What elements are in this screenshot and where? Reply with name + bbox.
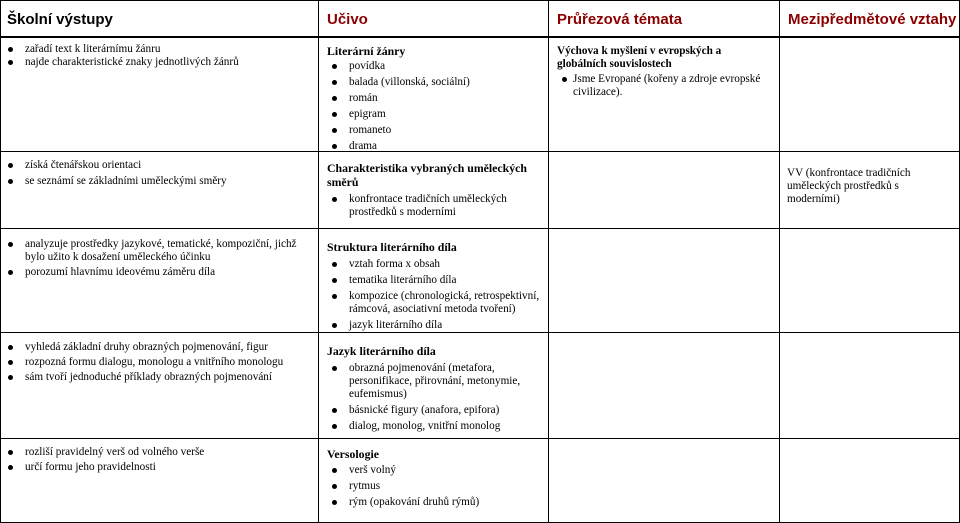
content-item: tematika literárního díla [327, 274, 542, 287]
output-item: zařadí text k literárnímu žánru [3, 43, 308, 56]
content-title: Charakteristika vybraných uměleckých směrů [327, 161, 527, 189]
column-divider [0, 0, 1, 523]
content-item: konfrontace tradičních uměleckých prostředků s moderními [327, 193, 532, 219]
content-item: rytmus [327, 480, 542, 493]
content-item: epigram [327, 108, 542, 121]
row-3-outputs [3, 238, 308, 279]
content-item: povídka [327, 60, 542, 73]
content-item: jazyk literárního díla [327, 319, 542, 332]
content-title: Struktura literárního díla [327, 240, 457, 254]
content-item: verš volný [327, 464, 542, 477]
output-item: vyhledá základní druhy obrazných pojmenování, figur [3, 341, 308, 354]
content-item: drama [327, 140, 542, 153]
output-item: rozliší pravidelný verš od volného verše [3, 446, 308, 459]
theme-item: Jsme Evropané (kořeny a zdroje evropské civilizace). [557, 73, 772, 99]
row-1-outputs [3, 43, 308, 69]
content-title: Literární žánry [327, 44, 406, 58]
row-4-content [327, 344, 532, 433]
theme-title: globálních souvislostech [557, 58, 672, 70]
content-item: romaneto [327, 124, 542, 137]
row-2-relations [787, 167, 937, 206]
output-item: sám tvoří jednoduché příklady obrazných pojmenování [3, 371, 308, 384]
output-item: se seznámí se základními uměleckými směry [3, 175, 308, 188]
content-item: dialog, monolog, vnitřní monolog [327, 420, 532, 433]
row-2-outputs [3, 159, 308, 188]
header-divider [0, 36, 960, 38]
row-2-content [327, 161, 532, 219]
row-5-content [327, 447, 542, 509]
row-1-themes [557, 45, 772, 99]
column-divider [779, 0, 780, 523]
content-title: Jazyk literárního díla [327, 344, 436, 358]
row-divider [0, 228, 960, 229]
content-item: kompozice (chronologická, retrospektivní, rámcová, asociativní metoda tvoření) [327, 290, 542, 316]
header-interdisciplinary-relations: Mezipředmětové vztahy [788, 11, 957, 28]
header-subject-matter: Učivo [327, 11, 368, 28]
content-item: obrazná pojmenování (metafora, personifikace, přirovnání, metonymie, eufemismus) [327, 362, 532, 401]
theme-title: Výchova k myšlení v evropských a [557, 45, 722, 57]
relation-text: VV (konfrontace tradičních uměleckých prostředků s moderními) [787, 167, 911, 205]
output-item: získá čtenářskou orientaci [3, 159, 308, 172]
column-divider [318, 0, 319, 523]
row-1-content [327, 44, 542, 153]
header-school-outputs: Školní výstupy [7, 11, 113, 28]
row-3-content [327, 240, 542, 332]
column-divider [548, 0, 549, 523]
row-divider [0, 438, 960, 439]
output-item: porozumí hlavnímu ideovému záměru díla [3, 266, 308, 279]
content-item: román [327, 92, 542, 105]
row-5-outputs [3, 446, 308, 474]
row-divider [0, 332, 960, 333]
content-title: Versologie [327, 447, 379, 461]
row-4-outputs [3, 341, 308, 384]
output-item: analyzuje prostředky jazykové, tematické, kompoziční, jichž bylo užito k dosažení uměleckého účinku [3, 238, 308, 264]
content-item: vztah forma x obsah [327, 258, 542, 271]
output-item: určí formu jeho pravidelnosti [3, 461, 308, 474]
content-item: balada (villonská, sociální) [327, 76, 542, 89]
header-cross-curricular-themes: Průřezová témata [557, 11, 683, 28]
row-divider [0, 0, 960, 1]
output-item: rozpozná formu dialogu, monologu a vnitřního monologu [3, 356, 308, 369]
output-item: najde charakteristické znaky jednotlivých žánrů [3, 56, 308, 69]
content-item: básnické figury (anafora, epifora) [327, 404, 532, 417]
content-item: rým (opakování druhů rýmů) [327, 496, 542, 509]
